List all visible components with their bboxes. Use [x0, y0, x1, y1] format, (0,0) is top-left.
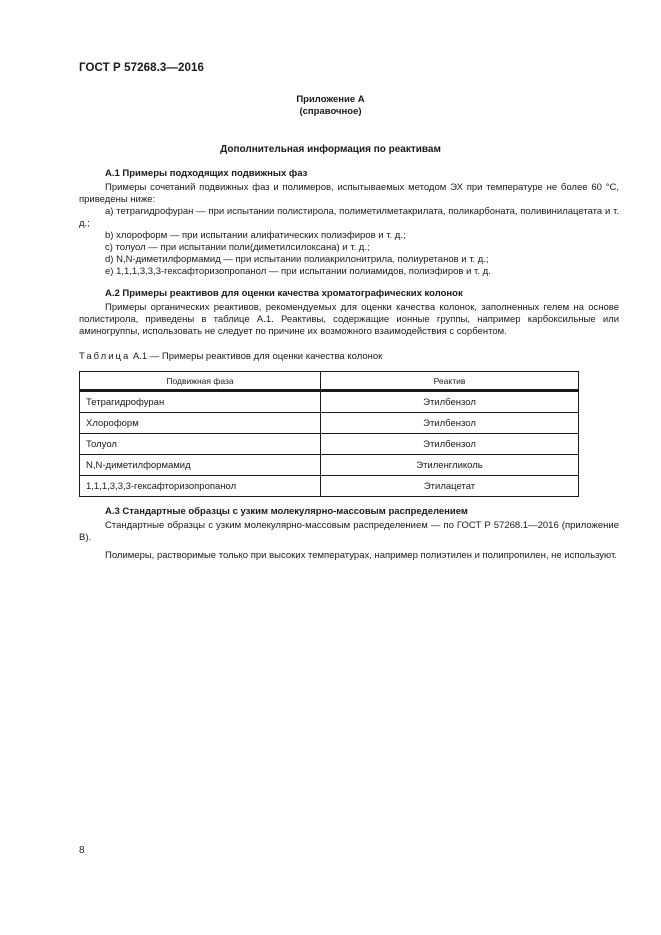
list-item-d: d) N,N-диметилформамид — при испытании полиакрилонитрила, полиуретанов и т. д.; — [105, 254, 489, 265]
table-cell: Этилацетат — [321, 476, 579, 497]
document-standard-code: ГОСТ Р 57268.3—2016 — [79, 62, 204, 74]
annex-note: (справочное) — [299, 106, 362, 117]
table-row — [80, 434, 579, 455]
table-cell: 1,1,1,3,3,3-гексафторизопропанол — [80, 476, 321, 497]
table-cell: Хлороформ — [80, 413, 321, 434]
table-row — [80, 413, 579, 434]
list-item-a: a) тетрагидрофуран — при испытании полистирола, полиметилметакрилата, поликарбоната, поливинилацетата и т. д.; — [79, 206, 619, 229]
table-label: Таблица — [79, 351, 131, 362]
list-item-c: c) толуол — при испытании поли(диметилсилоксана) и т. д.; — [105, 242, 370, 253]
table-cell: Этилбензол — [321, 434, 579, 455]
table-caption-text: А.1 — Примеры реактивов для оценки качества колонок — [132, 351, 383, 362]
section-a1-heading: А.1 Примеры подходящих подвижных фаз — [105, 168, 308, 179]
table-row — [80, 455, 579, 476]
section-a3-paragraph-1: Стандартные образцы с узким молекулярно-массовым распределением — по ГОСТ Р 57268.1—2016 (приложение В). — [79, 520, 619, 543]
reagents-table — [79, 371, 579, 497]
table-row — [80, 476, 579, 497]
section-a2-text: Примеры органических реактивов, рекомендуемых для оценки качества колонок, заполненных гелем на основе полистирола, приведены в таблице А.1. Реактивы, содержащие ионные группы, например карбоксильные или аминогруппы, использовать не следует по причине их возможного взаимодействия с сорбентом. — [79, 302, 619, 337]
section-a2-heading: А.2 Примеры реактивов для оценки качества хроматографических колонок — [105, 288, 463, 299]
section-a3-paragraph-2: Полимеры, растворимые только при высоких температурах, например полиэтилен и полипропилен, не используют. — [105, 550, 617, 561]
column-header-reagent: Реактив — [321, 372, 579, 391]
table-row — [80, 391, 579, 413]
section-a3 — [79, 506, 619, 562]
table-caption — [79, 351, 382, 362]
table-cell: Этиленгликоль — [321, 455, 579, 476]
annex-title: Приложение А — [296, 94, 365, 105]
column-header-mobile-phase: Подвижная фаза — [80, 372, 321, 391]
table-cell: N,N-диметилформамид — [80, 455, 321, 476]
section-a1-intro: Примеры сочетаний подвижных фаз и полимеров, испытываемых методом ЭХ при температуре не более 60 °С, приведены ниже: — [79, 182, 619, 205]
section-a1 — [79, 168, 619, 278]
list-item-e: e) 1,1,1,3,3,3-гексафторизопропанол — при испытании полиамидов, полиэфиров и т. д. — [105, 266, 491, 277]
section-a2 — [79, 288, 619, 338]
table-cell: Этилбензол — [321, 413, 579, 434]
table-cell: Толуол — [80, 434, 321, 455]
list-item-b: b) хлороформ — при испытании алифатических полиэфиров и т. д.; — [105, 230, 406, 241]
table-cell: Этилбензол — [321, 391, 579, 413]
section-a3-heading: А.3 Стандартные образцы с узким молекулярно-массовым распределением — [105, 506, 468, 517]
table-cell: Тетрагидрофуран — [80, 391, 321, 413]
main-title: Дополнительная информация по реактивам — [220, 144, 441, 155]
page-number: 8 — [79, 845, 85, 856]
